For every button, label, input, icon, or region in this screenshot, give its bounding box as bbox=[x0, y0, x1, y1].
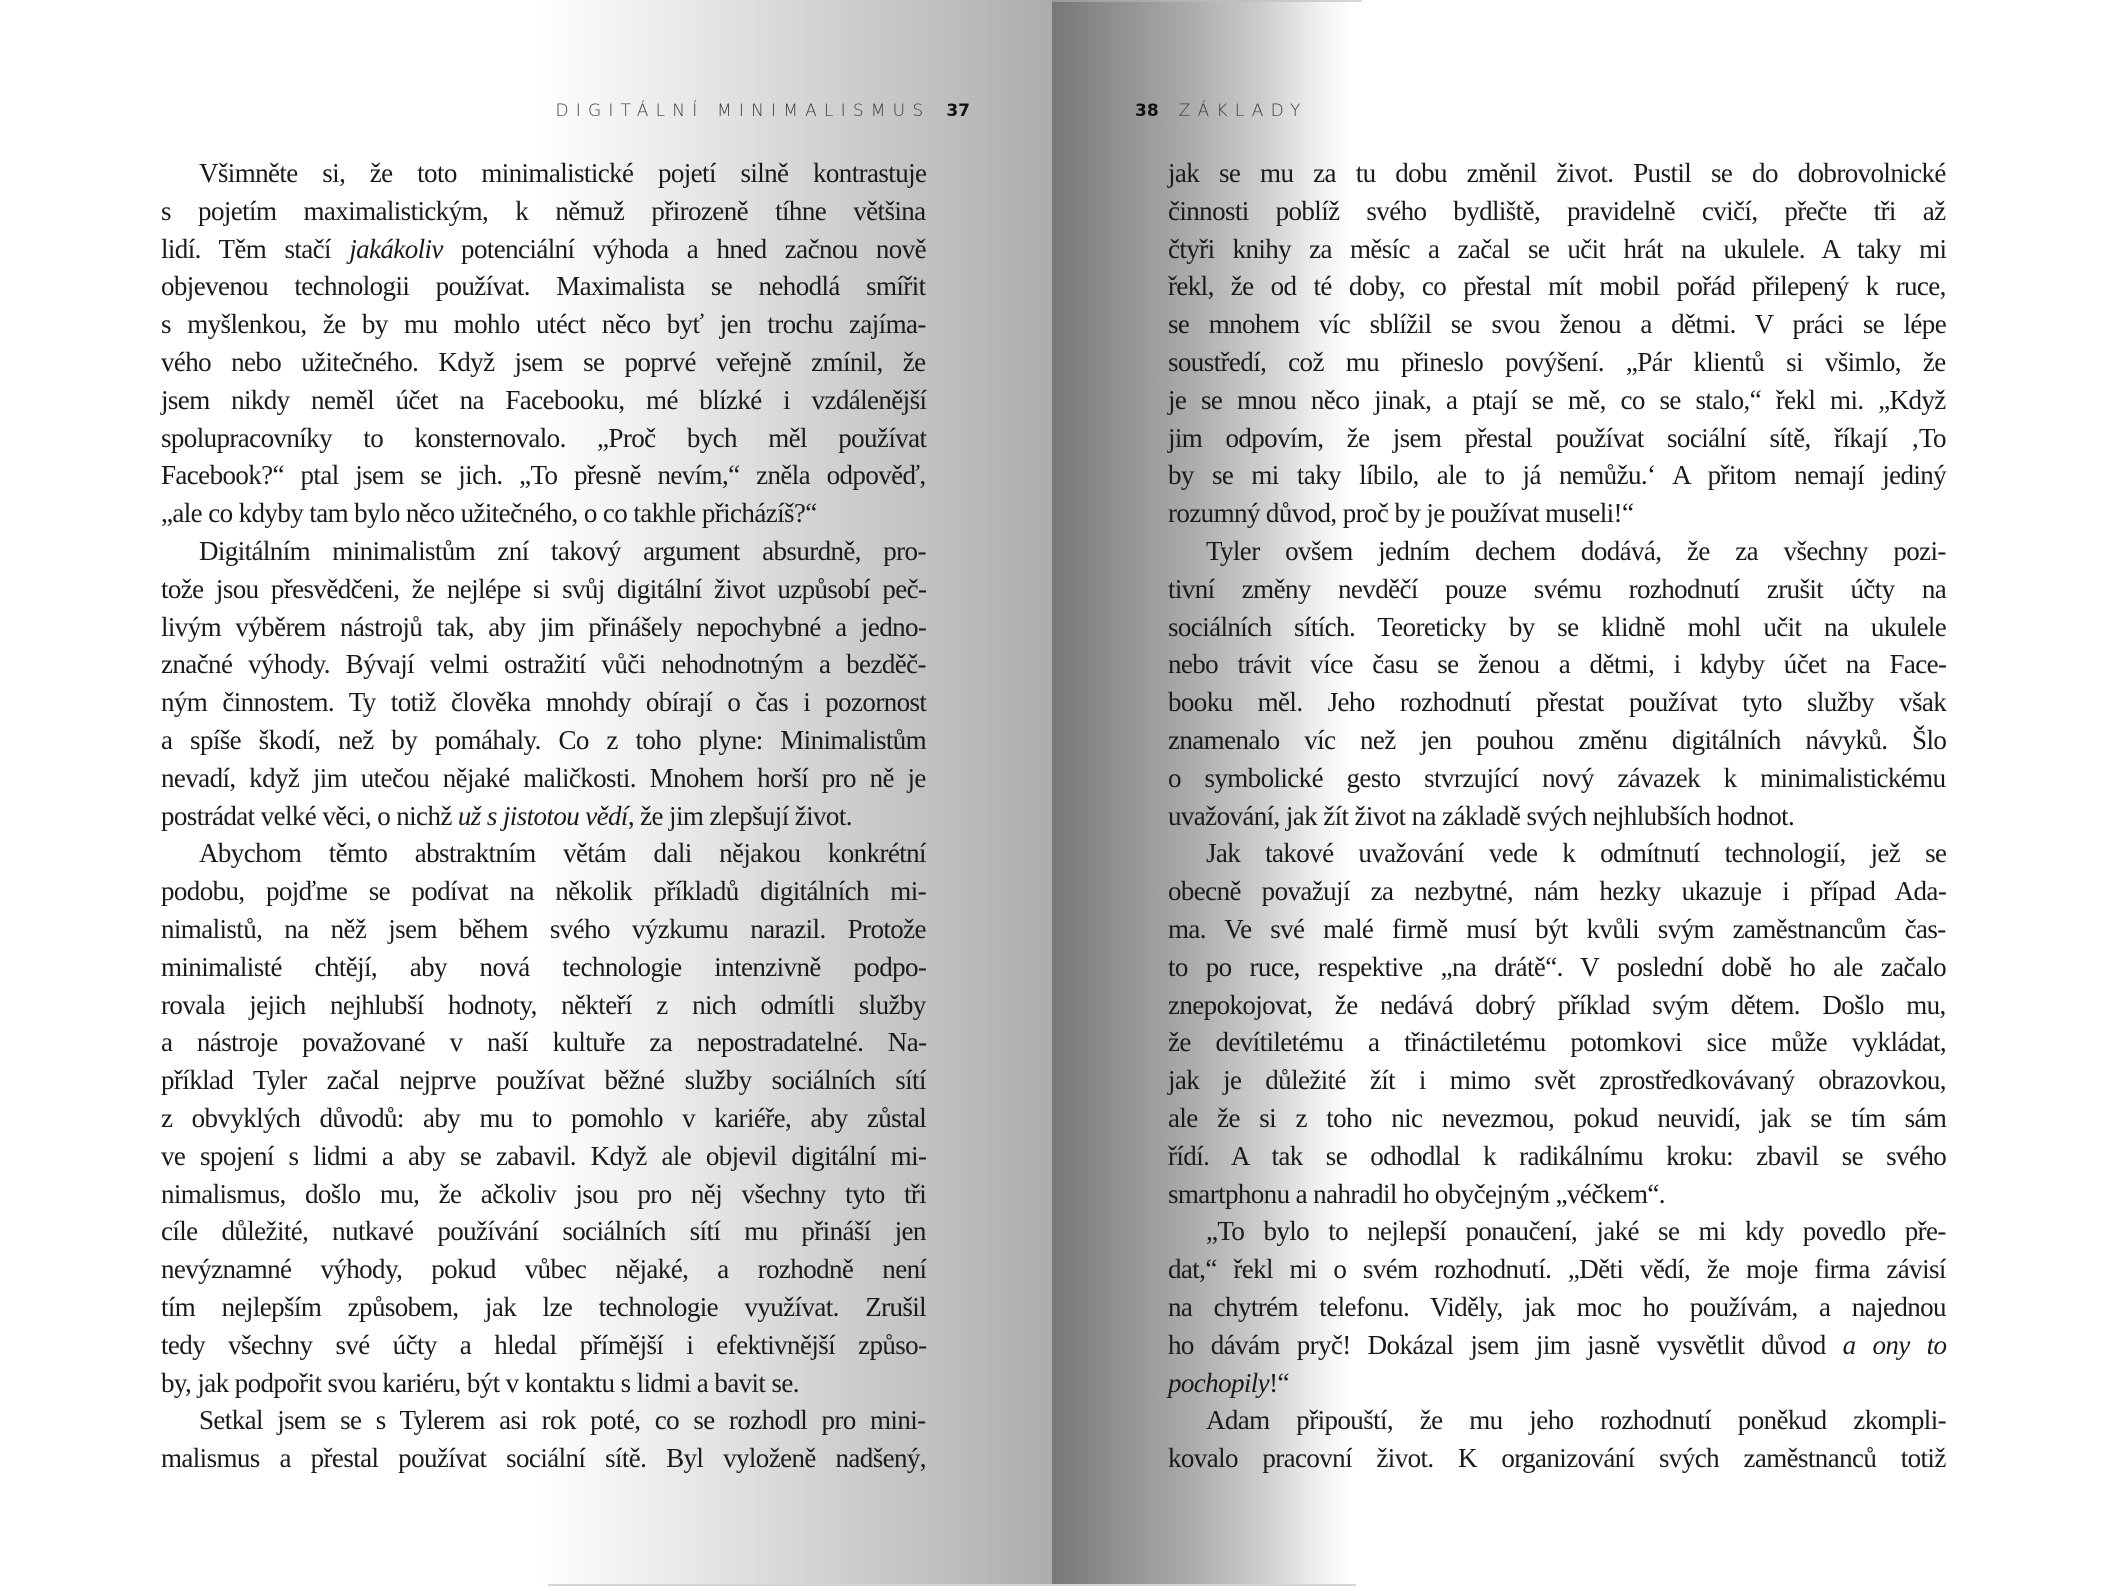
text-line: znamenalo víc než jen pouhou změnu digitálních návyků. Šlo bbox=[1168, 724, 1947, 755]
text-line: Setkal jsem se s Tylerem asi rok poté, co se rozhodl pro mini- bbox=[199, 1405, 926, 1436]
text-line: o symbolické gesto stvrzující nový závazek k minimalistickému bbox=[1168, 762, 1946, 793]
text-line: by se mi taky líbilo, ale to já nemůžu.‘ A přitom nemají jediný bbox=[1168, 460, 1947, 491]
text-line: Facebook?“ ptal jsem se jich. „To přesně nevím,“ zněla odpověď, bbox=[161, 460, 926, 491]
italic-text: a ony to bbox=[1842, 1329, 1947, 1360]
text-line: značné výhody. Bývají velmi ostražití vůči nehodnotným a bezděč- bbox=[161, 649, 926, 680]
text-line: ma. Ve své malé firmě musí být kvůli svým zaměstnancům čas- bbox=[1168, 913, 1946, 944]
text-line: malismus a přestal používat sociální sítě. Byl vyloženě nadšený, bbox=[161, 1443, 926, 1474]
text-line: se mnohem víc sblížil se svou ženou a dětmi. V práci se lépe bbox=[1168, 309, 1947, 340]
text-line: objevenou technologii používat. Maximalista se nehodlá smířit bbox=[161, 271, 926, 302]
text-line: činnosti poblíž svého bydliště, pravidelně cvičí, přečte tři až bbox=[1168, 195, 1946, 226]
text-segment: ho dávám pryč! Dokázal jsem jim jasně vysvětlit důvod bbox=[1168, 1329, 1843, 1360]
text-segment: , že jim zlepšují život. bbox=[627, 800, 852, 831]
text-line: s myšlenkou, že by mu mohlo utéct něco byť jen trochu zajíma- bbox=[161, 309, 926, 340]
text-segment: potenciální výhoda a hned začnou nově bbox=[442, 233, 926, 264]
text-line: cíle důležité, nutkavé používání sociálních sítí mu přináší jen bbox=[161, 1216, 926, 1247]
text-line: smartphonu a nahradil ho obyčejným „véčkem“. bbox=[1168, 1178, 1665, 1209]
right-page-body-text bbox=[1168, 155, 1946, 1478]
text-line: nebo trávit více času se ženou a dětmi, i kdyby účet na Face- bbox=[1168, 649, 1947, 680]
text-line: tím nejlepším způsobem, jak lze technologie využívat. Zrušil bbox=[161, 1291, 927, 1322]
text-line: tedy všechny své účty a hledal přímější i efektivnější způso- bbox=[161, 1329, 927, 1360]
text-line: obecně považují za nezbytné, nám hezky ukazuje i případ Ada- bbox=[1168, 876, 1947, 907]
right-page-number: 38 bbox=[1135, 101, 1159, 121]
text-line: Všimněte si, že toto minimalistické pojetí silně kontrastuje bbox=[199, 158, 927, 188]
italic-text: pochopily bbox=[1168, 1367, 1270, 1398]
text-line: a nástroje považované v naší kultuře za nepostradatelné. Na- bbox=[161, 1027, 927, 1058]
text-line: kovalo pracovní život. K organizování svých zaměstnanců totiž bbox=[1168, 1443, 1946, 1474]
text-line: „ale co kdyby tam bylo něco užitečného, o co takhle přicházíš?“ bbox=[161, 498, 817, 529]
text-line: by, jak podpořit svou kariéru, být v kontaktu s lidmi a bavit se. bbox=[161, 1367, 799, 1398]
text-line: ve spojení s lidmi a aby se zabavil. Když ale objevil digitální mi- bbox=[161, 1140, 927, 1171]
text-line: příklad Tyler začal nejprve používat běžné služby sociálních sítí bbox=[161, 1065, 926, 1096]
text-line: čtyři knihy za měsíc a začal se učit hrát na ukulele. A taky mi bbox=[1168, 233, 1947, 264]
text-line bbox=[1168, 1365, 1946, 1403]
text-line: jim odpovím, že jsem přestal používat sociální sítě, říkají ‚To bbox=[1168, 422, 1946, 453]
text-line: tivní změny nevděčí pouze svému rozhodnutí zrušit účty na bbox=[1168, 573, 1947, 604]
text-line: že devítiletému a třináctiletému potomkovi sice může vykládat, bbox=[1168, 1027, 1947, 1058]
text-line: „To bylo to nejlepší ponaučení, jaké se mi kdy povedlo pře- bbox=[1206, 1216, 1946, 1247]
text-line bbox=[1168, 1327, 1946, 1365]
italic-text: už s jistotou vědí bbox=[457, 800, 628, 831]
left-page-number: 37 bbox=[946, 101, 970, 121]
text-line: dat,“ řekl mi o svém rozhodnutí. „Děti vědí, že moje firma závisí bbox=[1168, 1254, 1946, 1285]
text-line: Adam připouští, že mu jeho rozhodnutí poněkud zkompli- bbox=[1206, 1405, 1946, 1436]
text-line: soustředí, což mu přineslo povýšení. „Pár klientů si všimlo, že bbox=[1168, 346, 1946, 377]
text-line: na chytrém telefonu. Viděly, jak moc ho používám, a najednou bbox=[1168, 1291, 1946, 1322]
text-line: spolupracovníky to konsternovalo. „Proč bych měl používat bbox=[161, 422, 927, 453]
right-running-head-title: ZÁKLADY bbox=[1178, 101, 1308, 121]
text-line: Digitálním minimalistům zní takový argument absurdně, pro- bbox=[199, 535, 926, 566]
text-line bbox=[161, 798, 926, 836]
text-line: ným činnostem. Ty totiž člověka mnohdy obírají o čas i pozornost bbox=[161, 687, 927, 718]
text-segment: lidí. Těm stačí bbox=[161, 233, 350, 264]
page-top-edge bbox=[1052, 0, 1362, 2]
text-segment: !“ bbox=[1269, 1367, 1289, 1398]
text-line: vého nebo užitečného. Když jsem se poprvé veřejně zmínil, že bbox=[161, 346, 926, 377]
text-line: ale že si z toho nic nevezmou, pokud neuvidí, jak se tím sám bbox=[1168, 1102, 1947, 1133]
text-line: rovala jejich nejhlubší hodnoty, někteří z nich odmítli služby bbox=[161, 989, 926, 1020]
text-line: tože jsou přesvědčeni, že nejlépe si svůj digitální život uzpůsobí peč- bbox=[161, 573, 927, 604]
text-line: jsem nikdy neměl účet na Facebooku, mé blízké i vzdálenější bbox=[161, 384, 927, 415]
text-line: booku měl. Jeho rozhodnutí přestat používat tyto služby však bbox=[1168, 687, 1947, 718]
text-line: je se mnou něco jinak, a ptají se mě, co se stalo,“ řekl mi. „Když bbox=[1168, 384, 1946, 415]
text-line: nimalistů, na něž jsem během svého výzkumu narazil. Protože bbox=[161, 913, 926, 944]
text-line: znepokojovat, že nedává dobrý příklad svým dětem. Došlo mu, bbox=[1168, 989, 1946, 1020]
text-line: s pojetím maximalistickým, k němuž přirozeně tíhne většina bbox=[161, 195, 926, 226]
text-line: minimalisté chtějí, aby nová technologie intenzivně podpo- bbox=[161, 951, 927, 982]
text-line: to po ruce, respektive „na drátě“. V poslední době ho ale začalo bbox=[1168, 951, 1947, 982]
text-line: z obvyklých důvodů: aby mu to pomohlo v kariéře, aby zůstal bbox=[161, 1102, 927, 1133]
text-line: a spíše škodí, než by pomáhaly. Co z toho plyne: Minimalistům bbox=[161, 724, 927, 755]
text-line: Tyler ovšem jedním dechem dodává, že za všechny pozi- bbox=[1206, 535, 1946, 566]
text-line: řekl, že od té doby, co přestal mít mobil pořád přilepený k ruce, bbox=[1168, 271, 1946, 302]
text-line: nevýznamné výhody, pokud vůbec nějaké, a rozhodně není bbox=[161, 1254, 927, 1285]
text-line: livým výběrem nástrojů tak, aby jim přinášely nepochybné a jedno- bbox=[161, 611, 927, 642]
text-line: podobu, pojďme se podívat na několik příkladů digitálních mi- bbox=[161, 876, 926, 907]
text-line: Jak takové uvažování vede k odmítnutí technologií, jež se bbox=[1206, 838, 1947, 869]
text-line: řídí. A tak se odhodlal k radikálnímu kroku: zbavil se svého bbox=[1168, 1140, 1947, 1171]
text-line: Abychom těmto abstraktním větám dali nějakou konkrétní bbox=[199, 838, 926, 869]
left-running-head-title: DIGITÁLNÍ MINIMALISMUS bbox=[555, 101, 931, 121]
text-line: uvažování, jak žít život na základě svých nejhlubších hodnot. bbox=[1168, 800, 1795, 831]
right-running-head bbox=[1135, 97, 1308, 125]
text-line: sociálních sítích. Teoreticky by se klidně mohl učit na ukulele bbox=[1168, 611, 1947, 642]
text-line: nimalismus, došlo mu, že ačkoliv jsou pro něj všechny tyto tři bbox=[161, 1178, 927, 1209]
text-line: jak se mu za tu dobu změnil život. Pustil se do dobrovolnické bbox=[1168, 158, 1946, 188]
text-line bbox=[161, 231, 926, 269]
text-line: nevadí, když jim utečou nějaké maličkosti. Mnohem horší pro ně je bbox=[161, 762, 926, 793]
italic-text: jakákoliv bbox=[349, 233, 443, 264]
left-page-body-text bbox=[161, 155, 926, 1478]
text-line: rozumný důvod, proč by je používat museli!“ bbox=[1168, 498, 1634, 529]
left-running-head bbox=[555, 97, 970, 125]
text-segment: postrádat velké věci, o nichž bbox=[161, 800, 458, 831]
text-line: jak je důležité žít i mimo svět zprostředkovávaný obrazovkou, bbox=[1168, 1065, 1946, 1096]
